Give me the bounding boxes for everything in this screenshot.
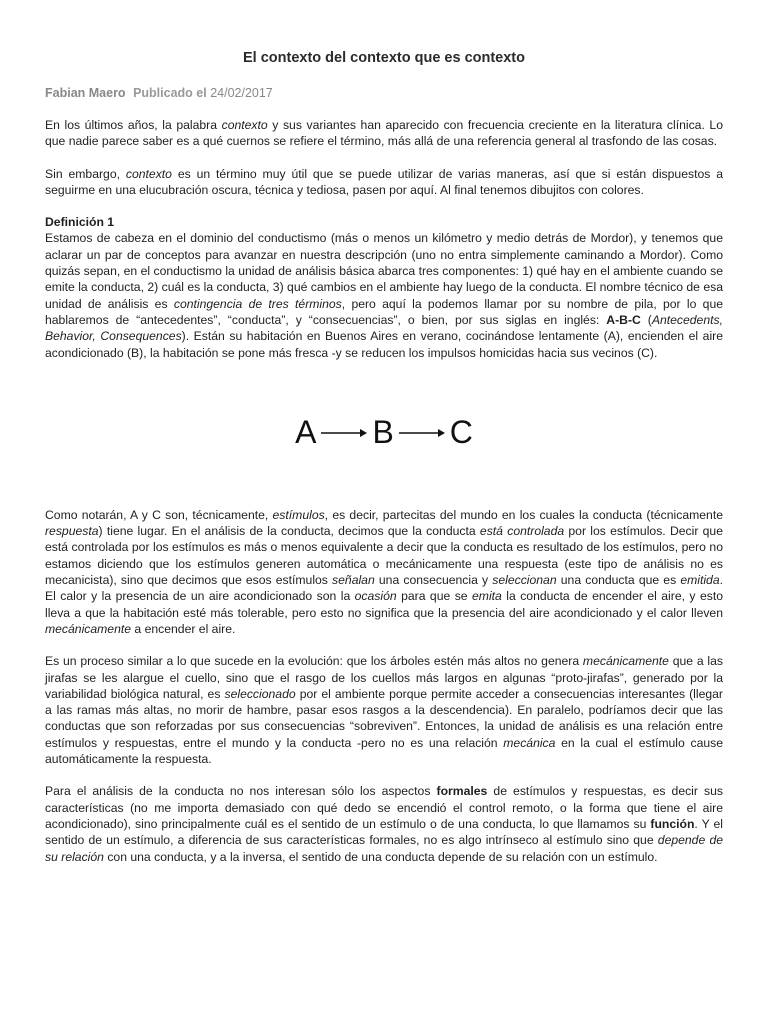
abc-diagram [45,367,723,499]
article-meta [45,86,723,100]
paragraph-stimuli: Como notarán, A y C son, técnicamente, estímulos, es decir, partecitas del mundo en los cuales la conducta (técnicamente respuesta) tiene lugar. En el análisis de la conducta, decimos que la conducta está controlada por los estímulos. Decir que está controlada por los estímulos es más o menos equivalente a decir que la conducta es resultado de los estímulos, pero no estamos diciendo que los estímulos generen automática o mecánicamente una respuesta (este tipo de análisis no es mecanicista), sino que decimos que esos estímulos señalan una consecuencia y seleccionan una conducta que es emitida. El calor y la presencia de un aire acondicionado son la ocasión para que se emita la conducta de encender el aire, y esto lleva a que la habitación esté más tolerable, pero esto no significa que la presencia del aire acondicionado y el calor lleven mecánicamente a encender el aire. [45,507,723,636]
article [45,50,723,865]
arrow-icon [399,427,445,439]
paragraph-evolution: Es un proceso similar a lo que sucede en la evolución: que los árboles estén más altos no genera mecánicamente que a las jirafas se les alargue el cuello, sino que el rasgo de los cuellos más largos en algunas “proto-jirafas”, generado por la variabilidad biológica natural, es seleccionado por el ambiente porque permite acceder a consecuencias interesantes (llegar a las ramas más altas, no morir de hambre, pasar esos rasgos a la descendencia). En paralelo, podríamos decir que las conductas que son reforzadas por sus consecuencias “sobreviven”. Entonces, la unidad de análisis es una relación entre estímulos y respuestas, entre el mundo y la conducta -pero no es una relación mecánica en la cual el estímulo cause automáticamente la respuesta. [45,654,723,767]
paragraph-context-uses: Sin embargo, contexto es un término muy útil que se puede utilizar de varias maneras, así que si están dispuestos a seguirme en una elucubración oscura, técnica y tediosa, pasen por aquí. Al final tenemos dibujitos con colores. [45,166,723,197]
arrow-icon [321,427,367,439]
paragraph-function: Para el análisis de la conducta no nos interesan sólo los aspectos formales de estímulos y respuestas, es decir sus características (no me importa demasiado con qué dedo se encendió el control remoto, o la forma que tiene el aire acondicionado), sino principalmente cuál es el sentido de un estímulo o de una conducta, lo que llamamos su función. Y el sentido de un estímulo, a diferencia de sus características formales, no es algo intrínseco al estímulo sino que depende de su relación con una conducta, y a la inversa, el sentido de una conducta depende de su relación con un estímulo. [45,784,724,864]
paragraph-intro: En los últimos años, la palabra contexto y sus variantes han aparecido con frecuencia creciente en la literatura clínica. Lo que nadie parece saber es a qué cuernos se refiere el término, más allá de una referencia general al trasfondo de las cosas. [45,118,723,149]
publish-date: 24/02/2017 [210,86,273,100]
diagram-node-a: A [295,414,317,451]
published-label: Publicado el [133,86,207,100]
definition-1: Definición 1 Estamos de cabeza en el dominio del conductismo (más o menos un kilómetro y medio detrás de Mordor), y tenemos que aclarar un par de conceptos para avanzar en nuestra descripción (uno no entra simplemente caminando a Mordor). Como quizás sepan, en el conductismo la unidad de análisis básica abarca tres componentes: 1) qué hay en el ambiente cuando se emite la conducta, 2) cuál es la conducta, 3) qué cambios en el ambiente hay luego de la conducta. El nombre técnico de esa unidad de análisis es contingencia de tres términos, pero aquí la podemos llamar por su nombre de pila, por lo que hablaremos de “antecedentes”, “conducta”, y “consecuencias”, o bien, por sus siglas en inglés: A-B-C (Antecedents, Behavior, Consequences). Están su habitación en Buenos Aires en verano, cocinándose lentamente (A), encienden el aire acondicionado (B), la habitación se pone más fresca -y se reducen los impulsos homicidas hacia sus vecinos (C). [45,215,724,360]
author-name[interactable]: Fabian Maero [45,86,126,100]
diagram-node-b: B [372,414,394,451]
article-title: El contexto del contexto que es contexto [243,50,525,66]
diagram-node-c: C [449,414,473,451]
definition-heading: Definición 1 [45,215,115,230]
